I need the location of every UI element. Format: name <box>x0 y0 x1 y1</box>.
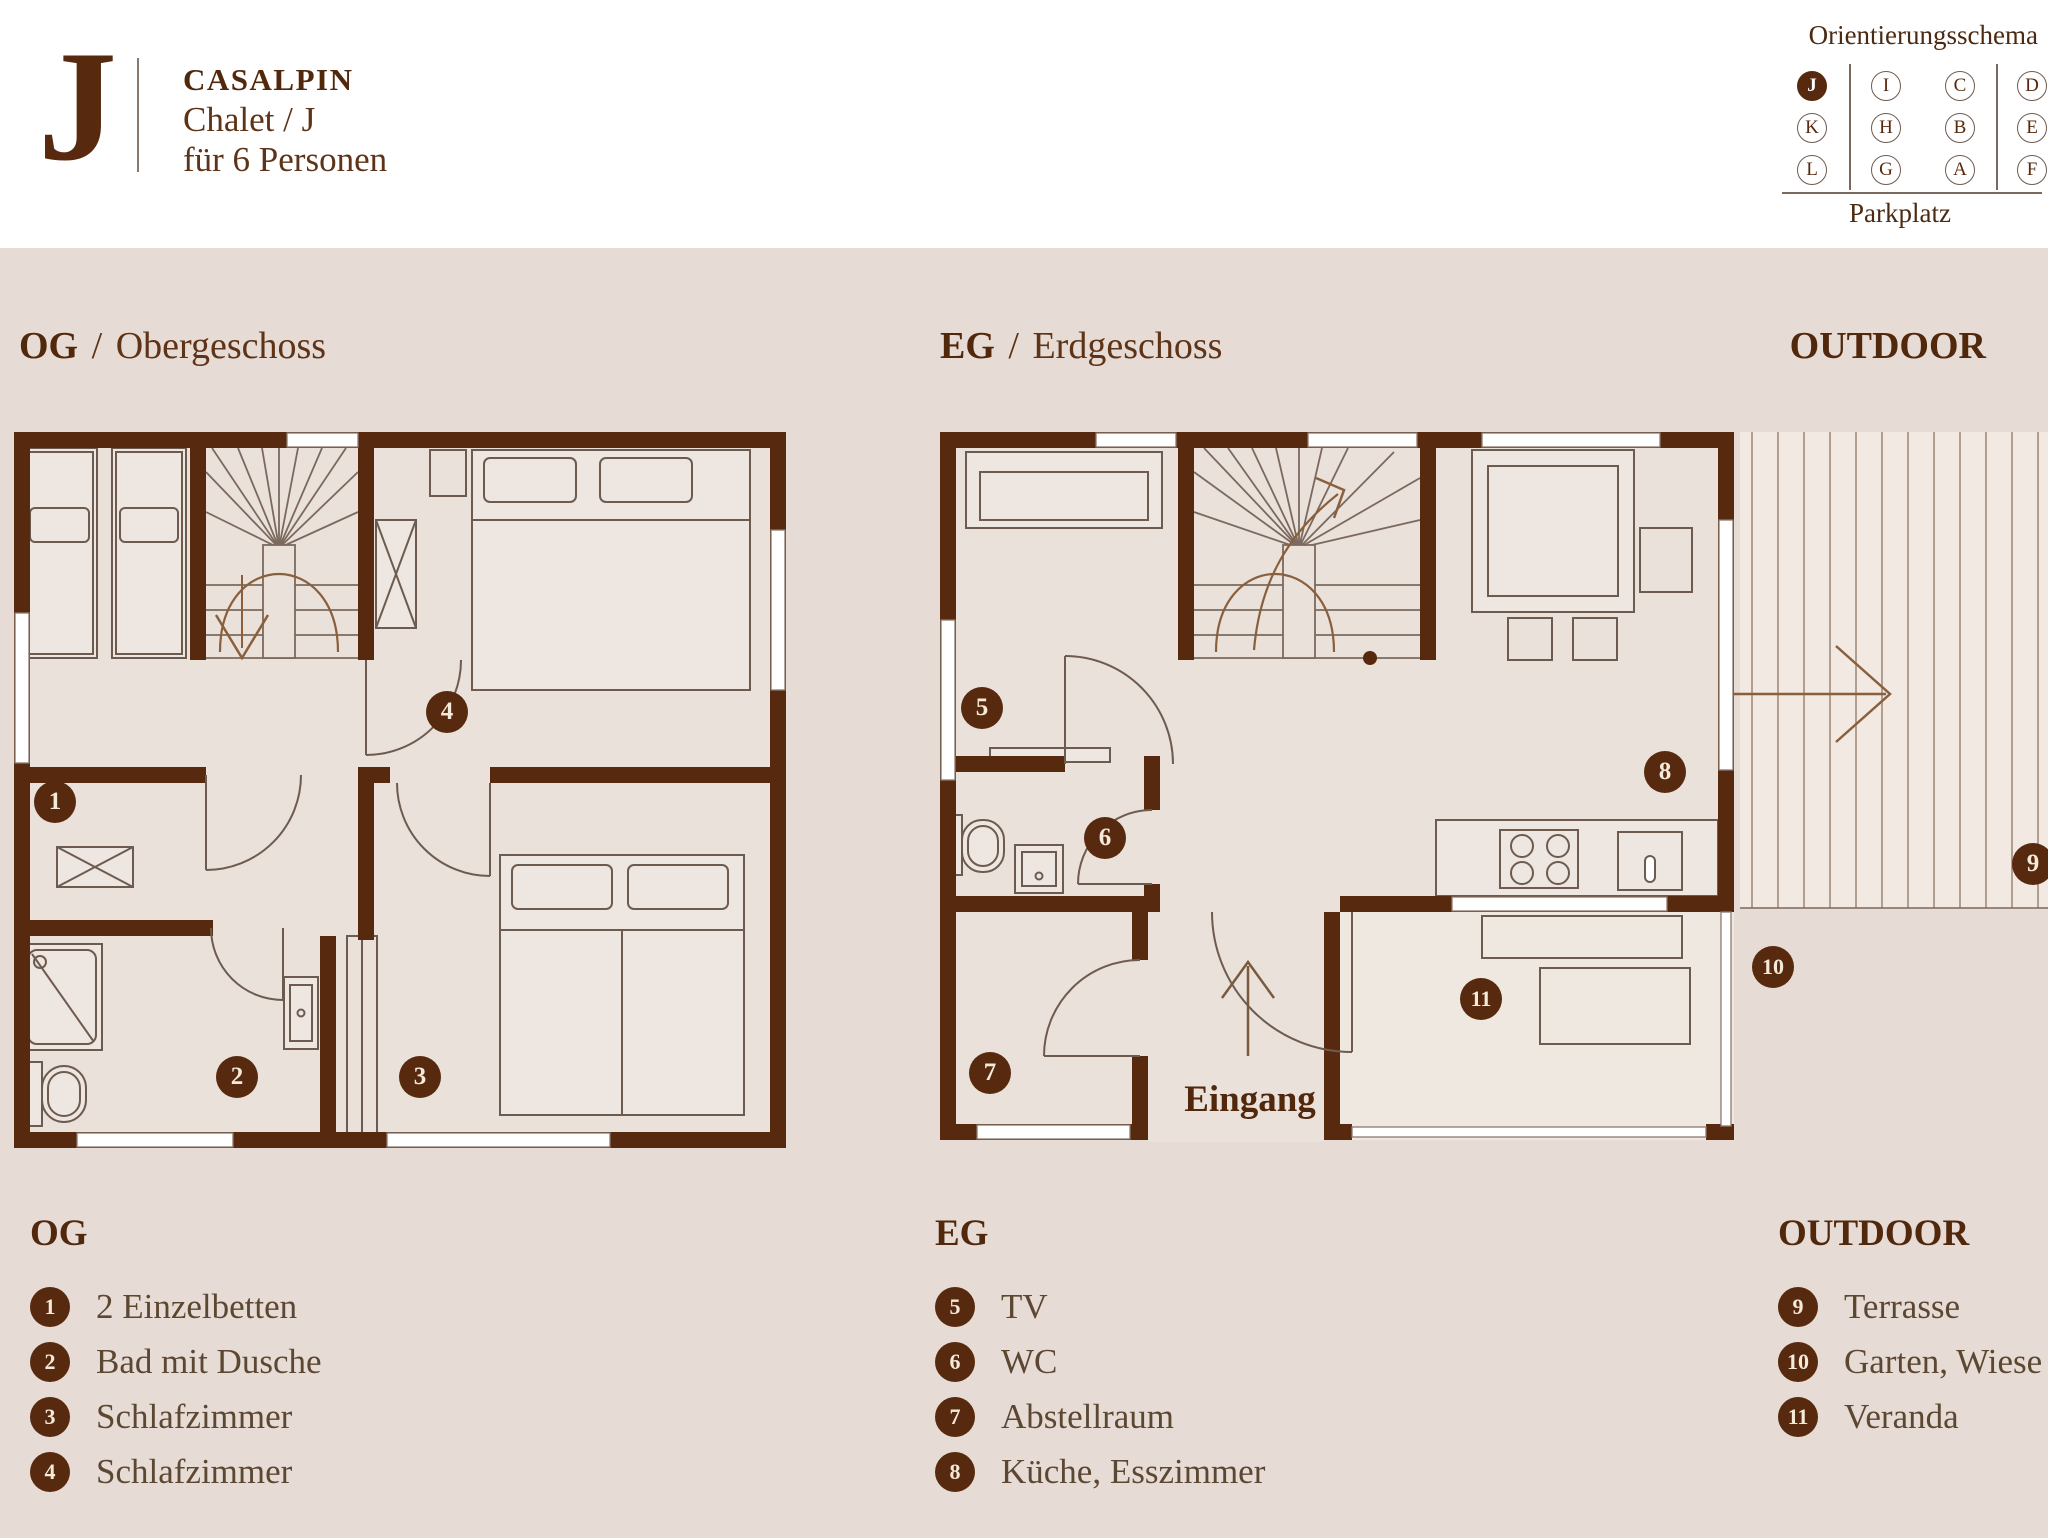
legend-num-11: 11 <box>1778 1397 1818 1437</box>
schema-unit-c: C <box>1945 71 1975 101</box>
legend-item <box>935 1444 1265 1499</box>
og-name: Obergeschoss <box>115 325 327 367</box>
legend-label-2: Bad mit Dusche <box>96 1341 322 1381</box>
schema-unit-j: J <box>1797 71 1827 101</box>
eg-legend-title: EG <box>935 1213 989 1254</box>
legend-num-1: 1 <box>30 1287 70 1327</box>
eg-legend <box>935 1212 1265 1499</box>
plan-marker-4: 4 <box>426 691 468 733</box>
og-legend <box>30 1212 322 1499</box>
schema-unit-g: G <box>1871 155 1901 185</box>
legend-label-11: Veranda <box>1844 1396 1959 1436</box>
legend-num-6: 6 <box>935 1342 975 1382</box>
plan-marker-5: 5 <box>961 687 1003 729</box>
legend-item <box>30 1444 322 1499</box>
legend-label-8: Küche, Esszimmer <box>1001 1451 1266 1491</box>
legend-label-7: Abstellraum <box>1001 1396 1175 1436</box>
plan-marker-8: 8 <box>1644 751 1686 793</box>
legend-item <box>1778 1279 2042 1334</box>
outdoor-legend <box>1778 1212 2042 1444</box>
legend-num-4: 4 <box>30 1452 70 1492</box>
entrance-label: Eingang <box>1184 1079 1316 1120</box>
og-sep: / <box>82 325 112 367</box>
plan-marker-2: 2 <box>216 1056 258 1098</box>
orientation-schema-title: Orientierungsschema <box>1808 20 2038 50</box>
legend-label-3: Schlafzimmer <box>96 1396 293 1436</box>
eg-sep: / <box>998 325 1029 367</box>
legend-num-8: 8 <box>935 1452 975 1492</box>
plan-marker-7: 7 <box>969 1052 1011 1094</box>
schema-unit-h: H <box>1871 113 1901 143</box>
legend-label-4: Schlafzimmer <box>96 1451 293 1491</box>
legend-item <box>30 1279 322 1334</box>
legend-num-10: 10 <box>1778 1342 1818 1382</box>
eg-name: Erdgeschoss <box>1032 325 1223 367</box>
brand-name: CASALPIN <box>183 62 354 97</box>
plan-marker-3: 3 <box>399 1056 441 1098</box>
legend-item <box>935 1389 1265 1444</box>
legend-item <box>30 1334 322 1389</box>
legend-num-5: 5 <box>935 1287 975 1327</box>
parkplatz-label: Parkplatz <box>1849 198 1951 228</box>
legend-label-9: Terrasse <box>1844 1286 1961 1326</box>
schema-unit-i: I <box>1871 71 1901 101</box>
schema-unit-b: B <box>1945 113 1975 143</box>
veranda-floor <box>1340 912 1734 1140</box>
legend-label-10: Garten, Wiese <box>1844 1341 2043 1381</box>
legend-num-2: 2 <box>30 1342 70 1382</box>
legend-label-5: TV <box>1001 1286 1048 1326</box>
chalet-capacity: für 6 Personen <box>183 140 388 179</box>
schema-unit-d: D <box>2017 71 2047 101</box>
legend-item <box>935 1334 1265 1389</box>
legend-num-7: 7 <box>935 1397 975 1437</box>
plan-marker-9: 9 <box>2012 843 2048 885</box>
schema-unit-l: L <box>1797 155 1827 185</box>
legend-item <box>1778 1334 2042 1389</box>
og-legend-title: OG <box>30 1213 88 1254</box>
legend-num-9: 9 <box>1778 1287 1818 1327</box>
og-code: OG <box>19 325 79 367</box>
unit-letter: J <box>38 19 117 194</box>
chalet-title: Chalet / J <box>183 100 316 139</box>
schema-unit-e: E <box>2017 113 2047 143</box>
plan-marker-6: 6 <box>1084 817 1126 859</box>
legend-label-1: 2 Einzelbetten <box>96 1286 298 1326</box>
outdoor-legend-title: OUTDOOR <box>1778 1213 1970 1254</box>
schema-unit-f: F <box>2017 155 2047 185</box>
eg-code: EG <box>940 325 995 367</box>
legend-label-6: WC <box>1001 1341 1058 1381</box>
legend-item <box>30 1389 322 1444</box>
legend-num-3: 3 <box>30 1397 70 1437</box>
schema-unit-a: A <box>1945 155 1975 185</box>
plan-marker-10: 10 <box>1752 946 1794 988</box>
legend-item <box>935 1279 1265 1334</box>
plan-marker-11: 11 <box>1460 978 1502 1020</box>
floor-fills <box>14 432 2048 1148</box>
terrace-floor <box>1740 432 2048 908</box>
plan-marker-1: 1 <box>34 781 76 823</box>
legend-item <box>1778 1389 2042 1444</box>
outdoor-section-title: OUTDOOR <box>1789 325 1986 367</box>
schema-unit-k: K <box>1797 113 1827 143</box>
